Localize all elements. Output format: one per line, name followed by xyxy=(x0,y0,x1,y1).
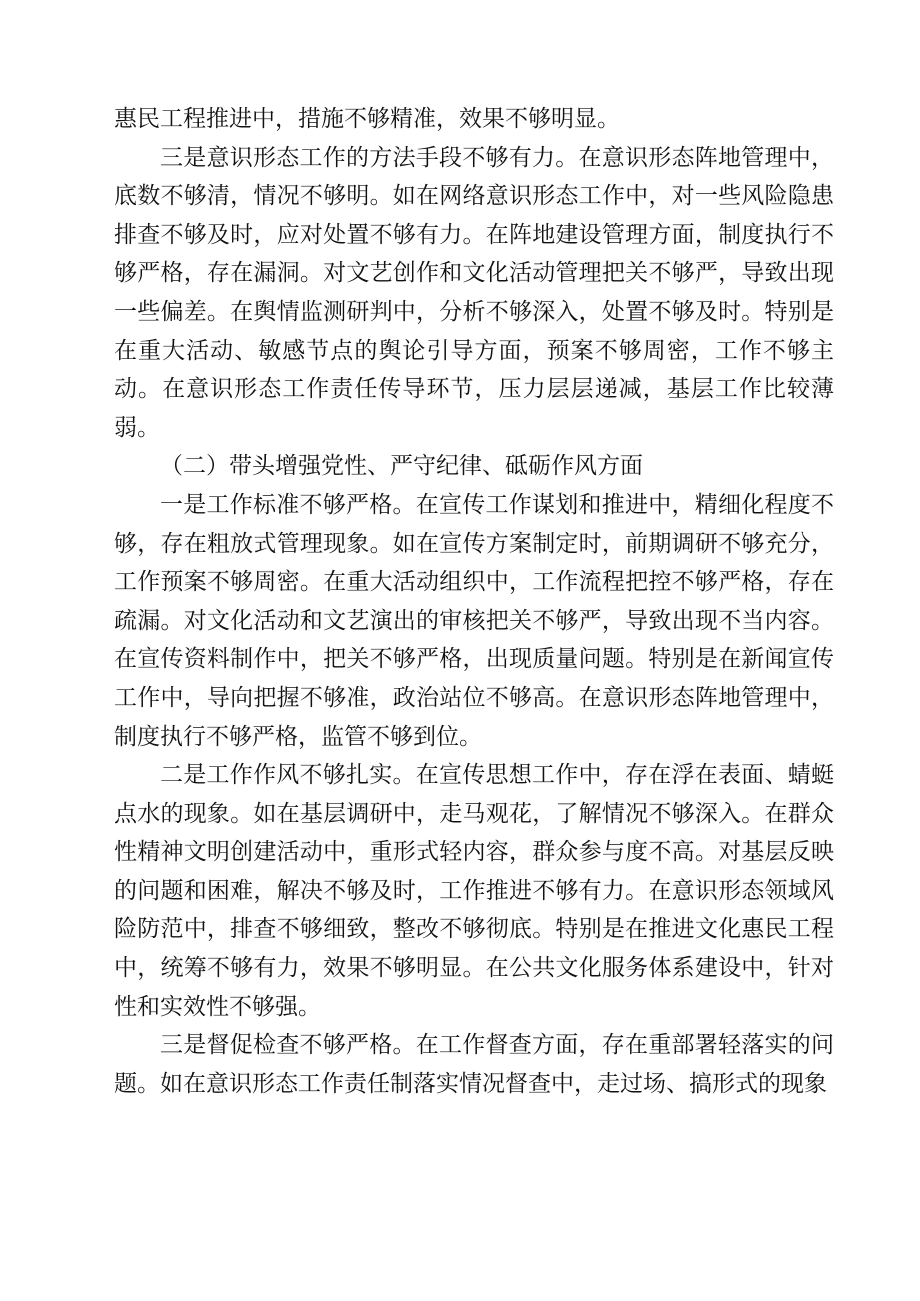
paragraph-ideology-methods: 三是意识形态工作的方法手段不够有力。在意识形态阵地管理中，底数不够清，情况不够明。如在网络意识形态工作中，对一些风险隐患排查不够及时，应对处置不够有力。在阵地建设管理方面，制度执行不够严格，存在漏洞。对文艺创作和文化活动管理把关不够严，导致出现一些偏差。在舆情监测研判中，分析不够深入，处置不够及时。特别是在重大活动、敏感节点的舆论引导方面，预案不够周密，工作不够主动。在意识形态工作责任传导环节，压力层层递减，基层工作比较薄弱。 xyxy=(114,144,834,441)
paragraph-work-style: 二是工作作风不够扎实。在宣传思想工作中，存在浮在表面、蜻蜓点水的现象。如在基层调研中，走马观花，了解情况不够深入。在群众性精神文明创建活动中，重形式轻内容，群众参与度不高。对基层反映的问题和困难，解决不够及时，工作推进不够有力。在意识形态领域风险防范中，排查不够细致，整改不够彻底。特别是在推进文化惠民工程中，统筹不够有力，效果不够明显。在公共文化服务体系建设中，针对性和实效性不够强。 xyxy=(114,762,834,1020)
paragraph-supervision: 三是督促检查不够严格。在工作督查方面，存在重部署轻落实的问题。如在意识形态工作责任制落实情况督查中，走过场、搞形式的现象 xyxy=(114,1032,834,1097)
paragraph-work-standards: 一是工作标准不够严格。在宣传工作谋划和推进中，精细化程度不够，存在粗放式管理现象。如在宣传方案制定时，前期调研不够充分，工作预案不够周密。在重大活动组织中，工作流程把控不够严格，存在疏漏。对文化活动和文艺演出的审核把关不够严，导致出现不当内容。在宣传资料制作中，把关不够严格，出现质量问题。特别是在新闻宣传工作中，导向把握不够准，政治站位不够高。在意识形态阵地管理中，制度执行不够严格，监管不够到位。 xyxy=(114,491,834,750)
paragraph-continuation: 惠民工程推进中，措施不够精准，效果不够明显。 xyxy=(114,106,620,132)
document-body xyxy=(114,100,834,1103)
section-heading: （二）带头增强党性、严守纪律、砥砺作风方面 xyxy=(160,453,643,480)
